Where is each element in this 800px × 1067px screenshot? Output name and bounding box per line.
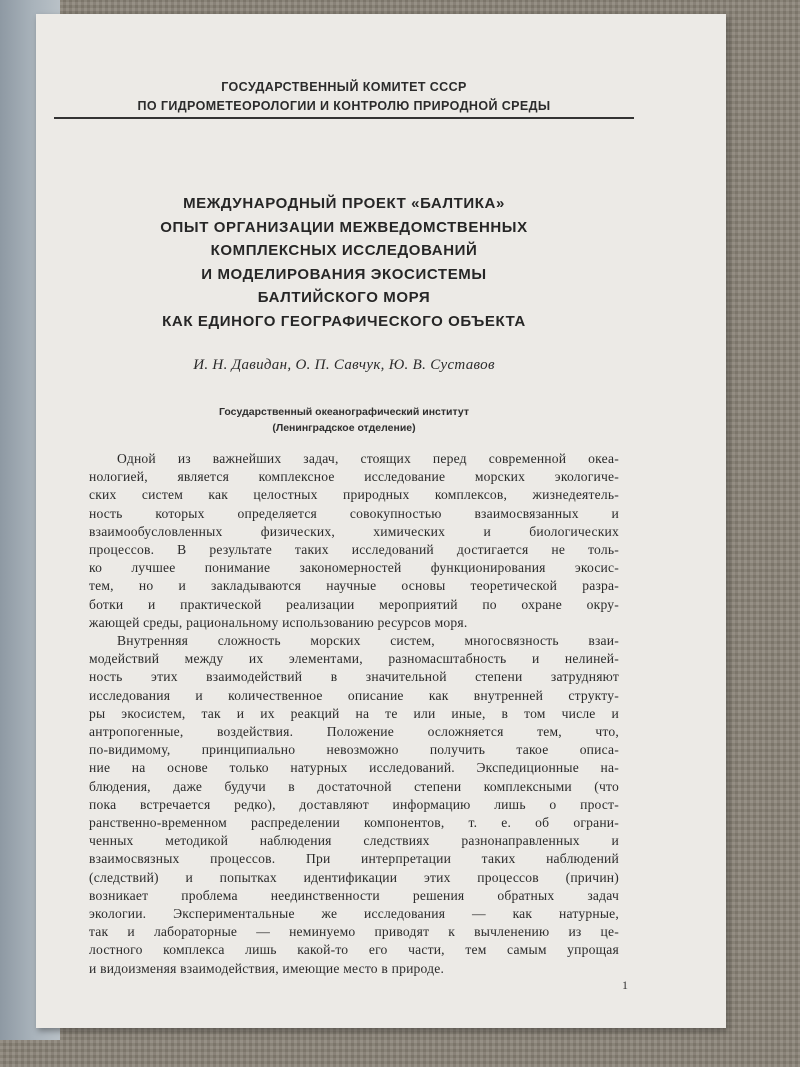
paragraph-2 (89, 632, 619, 978)
text-line: процессов. В результате таких исследований достигается не толь- (89, 542, 619, 558)
text-line: тем, но и закладываются научные основы теоретической разра- (89, 578, 619, 594)
text-line: Внутренняя сложность морских систем, многосвязность взаи- (117, 633, 619, 649)
text-line: ность которых определяется совокупностью взаимосвязанных и (89, 505, 619, 521)
text-line: взаимосвязных процессов. При интерпретации таких наблюдений (89, 851, 619, 867)
header-line-1: ГОСУДАРСТВЕННЫЙ КОМИТЕТ СССР (221, 80, 467, 94)
text-line: ских систем как целостных природных комплексов, жизнедеятель- (89, 487, 619, 503)
authors: И. Н. Давидан, О. П. Савчук, Ю. В. Суставов (193, 357, 495, 373)
text-line: и видоизменяя взаимодействия, имеющие место в природе. (89, 960, 445, 976)
title-line: БАЛТИЙСКОГО МОРЯ (257, 289, 431, 306)
institute-branch: (Ленинградское отделение) (272, 422, 416, 434)
text-line: взаимообусловленных физических, химических и биологических (89, 523, 619, 539)
text-line: Одной из важнейших задач, стоящих перед современной океа- (117, 451, 619, 466)
text-line: так и лабораторные — неминуемо приводят к вычленению из це- (89, 924, 619, 940)
text-line: (следствий) и попытках идентификации этих процессов (причин) (89, 869, 619, 885)
page-number: 1 (622, 978, 628, 992)
title-line: КОМПЛЕКСНЫХ ИССЛЕДОВАНИЙ (210, 242, 478, 259)
header-divider (54, 117, 634, 119)
text-line: ко лучшее понимание закономерностей функционирования экосис- (89, 560, 619, 576)
text-line: ры экосистем, так и их реакций на те или иные, в том числе и (89, 705, 619, 721)
institute-name: Государственный океанографический институт (218, 406, 470, 418)
text-line: нологией, является комплексное исследование морских экологиче- (89, 469, 619, 485)
text-line: ние на основе только натурных исследований. Экспедиционные на- (89, 760, 619, 776)
text-line: ранственно-временном распределении компонентов, т. е. об ограни- (89, 815, 619, 831)
text-line: жающей среды, рациональному использованию ресурсов моря. (89, 614, 468, 630)
text-line: по-видимому, принципиально невозможно получить такое описа- (89, 742, 619, 758)
article-title (54, 192, 634, 333)
text-line: модействий между их элементами, разномасштабность и нелиней- (89, 651, 619, 667)
paragraph-1 (89, 450, 619, 632)
text-line: лостного комплекса лишь какой-то его части, тем самым упрощая (89, 942, 619, 958)
text-line: антропогенные, воздействия. Положение осложняется тем, что, (89, 724, 619, 740)
text-line: пока встречается редко), доставляют информацию лишь о прост- (89, 796, 619, 812)
title-line: МЕЖДУНАРОДНЫЙ ПРОЕКТ «БАЛТИКА» (183, 195, 505, 212)
text-line: ботки и практической реализации мероприятий по охране окру- (89, 596, 619, 612)
text-line: исследования и количественное описание как внутренней структу- (89, 687, 619, 703)
title-line: И МОДЕЛИРОВАНИЯ ЭКОСИСТЕМЫ (201, 265, 487, 283)
title-line: ОПЫТ ОРГАНИЗАЦИИ МЕЖВЕДОМСТВЕННЫХ (160, 218, 528, 236)
body-text (89, 450, 619, 978)
title-line: КАК ЕДИНОГО ГЕОГРАФИЧЕСКОГО ОБЪЕКТА (162, 312, 526, 330)
header-line-2: ПО ГИДРОМЕТЕОРОЛОГИИ И КОНТРОЛЮ ПРИРОДНОЙ СРЕДЫ (137, 99, 551, 113)
text-line: ность этих взаимодействий в значительной степени затрудняют (89, 669, 619, 685)
organization-header (54, 78, 634, 116)
institute-affiliation (54, 404, 634, 436)
text-line: ченных методикой наблюдения следствиях разнонаправленных и (89, 833, 619, 849)
text-line: возникает проблема неединственности решения обратных задач (89, 887, 619, 903)
text-line: блюдения, даже будучи в достаточной степени комплексными (что (89, 778, 619, 794)
text-line: экологии. Экспериментальные же исследования — как натурные, (89, 906, 619, 922)
